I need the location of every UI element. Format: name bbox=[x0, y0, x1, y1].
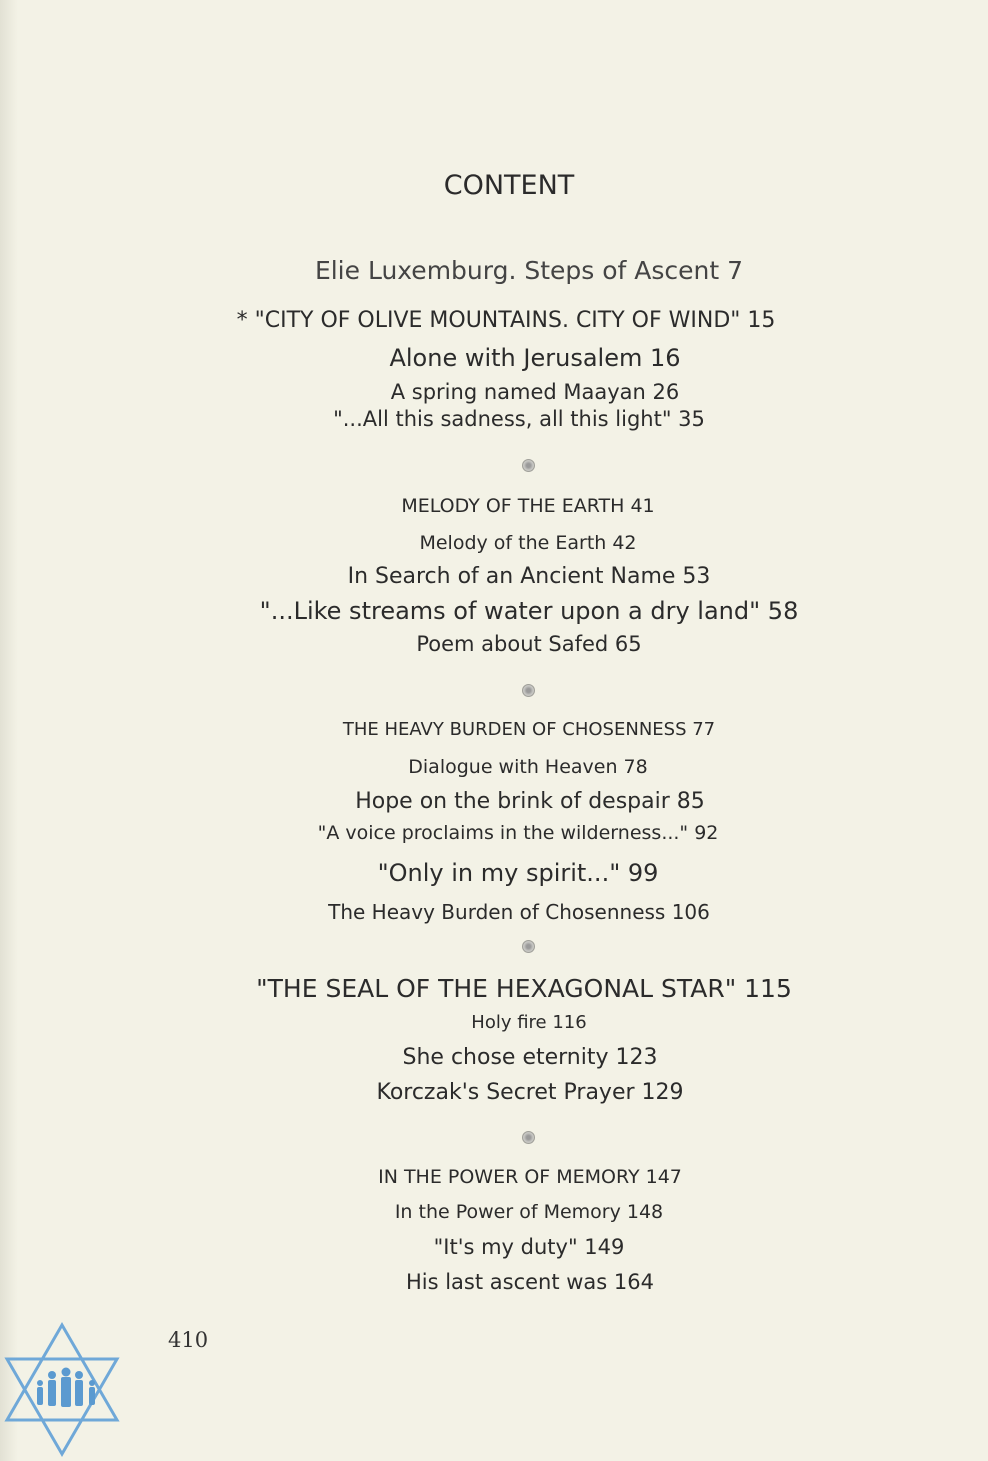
toc-entry: "...All this sadness, all this light" 35 bbox=[333, 407, 705, 431]
toc-entry: "A voice proclaims in the wilderness..." 92 bbox=[317, 822, 719, 844]
toc-entry: "...Like streams of water upon a dry land" 58 bbox=[259, 597, 799, 625]
toc-entry: Melody of the Earth 42 bbox=[419, 532, 637, 554]
toc-entry: His last ascent was 164 bbox=[405, 1270, 655, 1294]
toc-entry: "It's my duty" 149 bbox=[433, 1235, 625, 1259]
toc-entry: Holy fire 116 bbox=[471, 1012, 587, 1033]
toc-entry: In Search of an Ancient Name 53 bbox=[347, 564, 711, 589]
toc-entry: Poem about Safed 65 bbox=[416, 632, 642, 656]
toc-entry: In the Power of Memory 148 bbox=[394, 1201, 664, 1223]
toc-entry: The Heavy Burden of Chosenness 106 bbox=[328, 900, 710, 924]
toc-entry: "Only in my spirit..." 99 bbox=[377, 859, 659, 887]
section-heading: IN THE POWER OF MEMORY 147 bbox=[378, 1166, 682, 1188]
section-separator-icon bbox=[522, 1131, 535, 1144]
toc-entry: Alone with Jerusalem 16 bbox=[389, 344, 681, 372]
author-line: Elie Luxemburg. Steps of Ascent 7 bbox=[314, 256, 744, 285]
section-heading: "THE SEAL OF THE HEXAGONAL STAR" 115 bbox=[256, 974, 792, 1003]
section-heading: * "CITY OF OLIVE MOUNTAINS. CITY OF WIND" 15 bbox=[236, 308, 776, 333]
toc-entry: She chose eternity 123 bbox=[402, 1045, 658, 1070]
toc-entry: Dialogue with Heaven 78 bbox=[408, 756, 648, 778]
star-of-david-family-icon bbox=[2, 1322, 122, 1457]
toc-entry: Korczak's Secret Prayer 129 bbox=[376, 1080, 684, 1105]
toc-entry: Hope on the brink of despair 85 bbox=[355, 789, 705, 814]
section-separator-icon bbox=[522, 684, 535, 697]
page-number: 410 bbox=[168, 1328, 209, 1352]
toc-entry: A spring named Maayan 26 bbox=[390, 380, 680, 404]
section-separator-icon bbox=[522, 940, 535, 953]
section-heading: MELODY OF THE EARTH 41 bbox=[401, 495, 655, 517]
section-heading: THE HEAVY BURDEN OF CHOSENNESS 77 bbox=[342, 719, 716, 740]
section-separator-icon bbox=[522, 459, 535, 472]
page-title: CONTENT bbox=[443, 170, 575, 201]
